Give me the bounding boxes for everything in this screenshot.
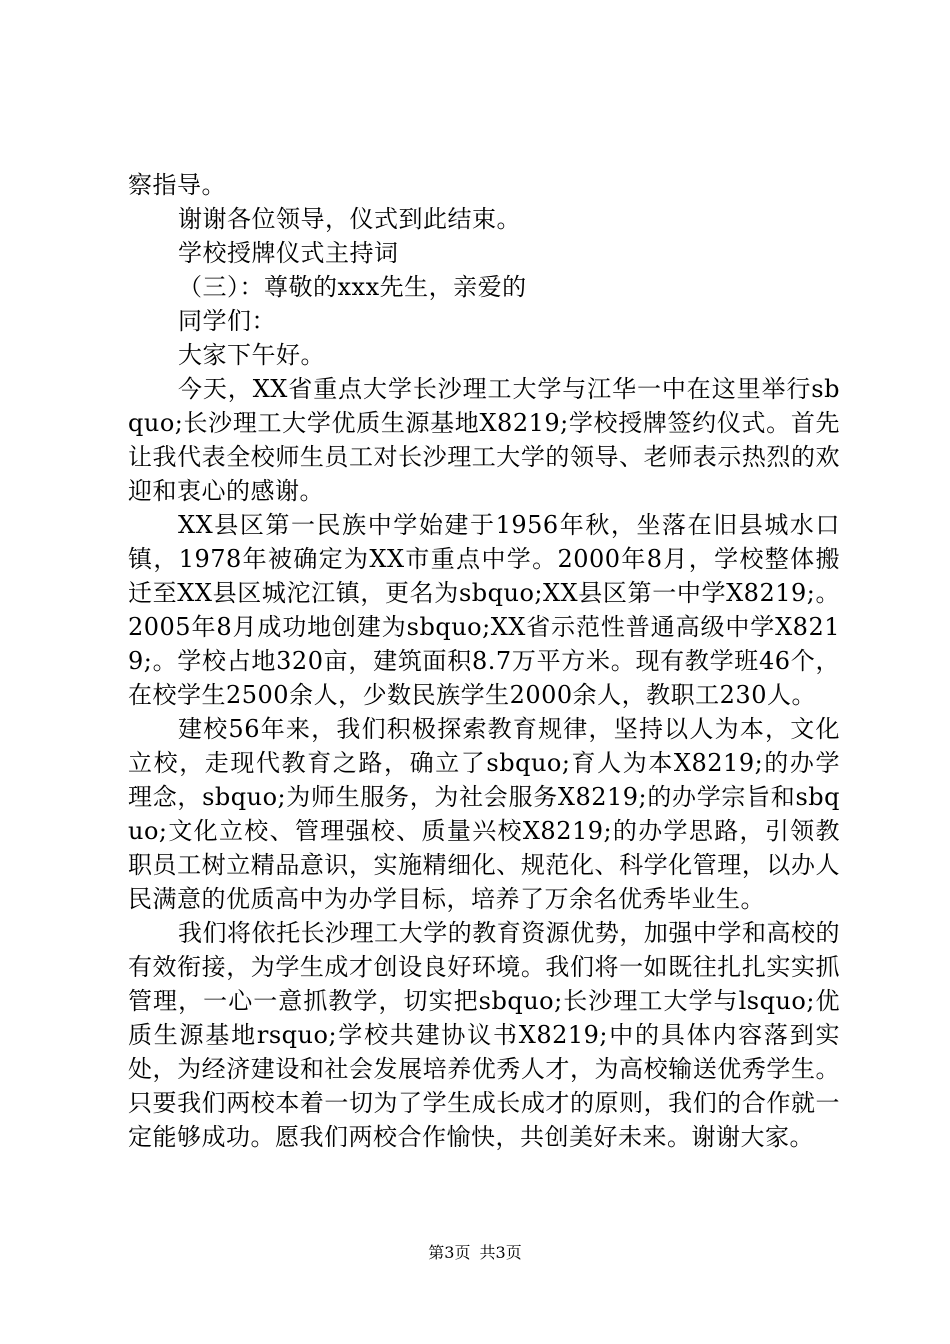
paragraph: 建校56年来，我们积极探索教育规律，坚持以人为本，文化立校，走现代教育之路，确立了sbquo;育人为本X8219;的办学理念，sbquo;为师生服务，为社会服务X8219;的办学宗旨和sbquo;文化立校、管理强校、质量兴校X8219;的办学思路，引领教职员工树立精品意识，实施精细化、规范化、科学化管理，以办人民满意的优质高中为办学目标，培养了万余名优秀毕业生。	[128, 715, 840, 913]
section-title: 学校授牌仪式主持词	[178, 239, 399, 267]
paragraph: 大家下午好。	[178, 341, 325, 369]
page-total: 共3页	[479, 1243, 522, 1262]
page-footer	[0, 1243, 950, 1263]
page-number: 第3页	[428, 1243, 471, 1262]
document-body	[128, 168, 840, 1154]
paragraph: 谢谢各位领导，仪式到此结束。	[178, 205, 521, 233]
paragraph: 我们将依托长沙理工大学的教育资源优势，加强中学和高校的有效衔接，为学生成才创设良好环境。我们将一如既往扎扎实实抓管理，一心一意抓教学，切实把sbquo;长沙理工大学与lsquo;优质生源基地rsquo;学校共建协议书X8219;中的具体内容落到实处，为经济建设和社会发展培养优秀人才，为高校输送优秀学生。只要我们两校本着一切为了学生成长成才的原则，我们的合作就一定能够成功。愿我们两校合作愉快，共创美好未来。谢谢大家。	[128, 919, 840, 1151]
paragraph: （三）：尊敬的xxx先生，亲爱的	[178, 273, 527, 301]
paragraph: 同学们：	[178, 307, 276, 335]
paragraph: 今天，XX省重点大学长沙理工大学与江华一中在这里举行sbquo;长沙理工大学优质生源基地X8219;学校授牌签约仪式。首先让我代表全校师生员工对长沙理工大学的领导、老师表示热烈的欢迎和衷心的感谢。	[128, 375, 840, 505]
paragraph: 察指导。	[128, 171, 226, 199]
paragraph: XX县区第一民族中学始建于1956年秋，坐落在旧县城水口镇，1978年被确定为XX市重点中学。2000年8月，学校整体搬迁至XX县区城沱江镇，更名为sbquo;XX县区第一中学X8219;。2005年8月成功地创建为sbquo;XX省示范性普通高级中学X8219;。学校占地320亩，建筑面积8.7万平方米。现有教学班46个，在校学生2500余人，少数民族学生2000余人，教职工230人。	[128, 511, 840, 709]
